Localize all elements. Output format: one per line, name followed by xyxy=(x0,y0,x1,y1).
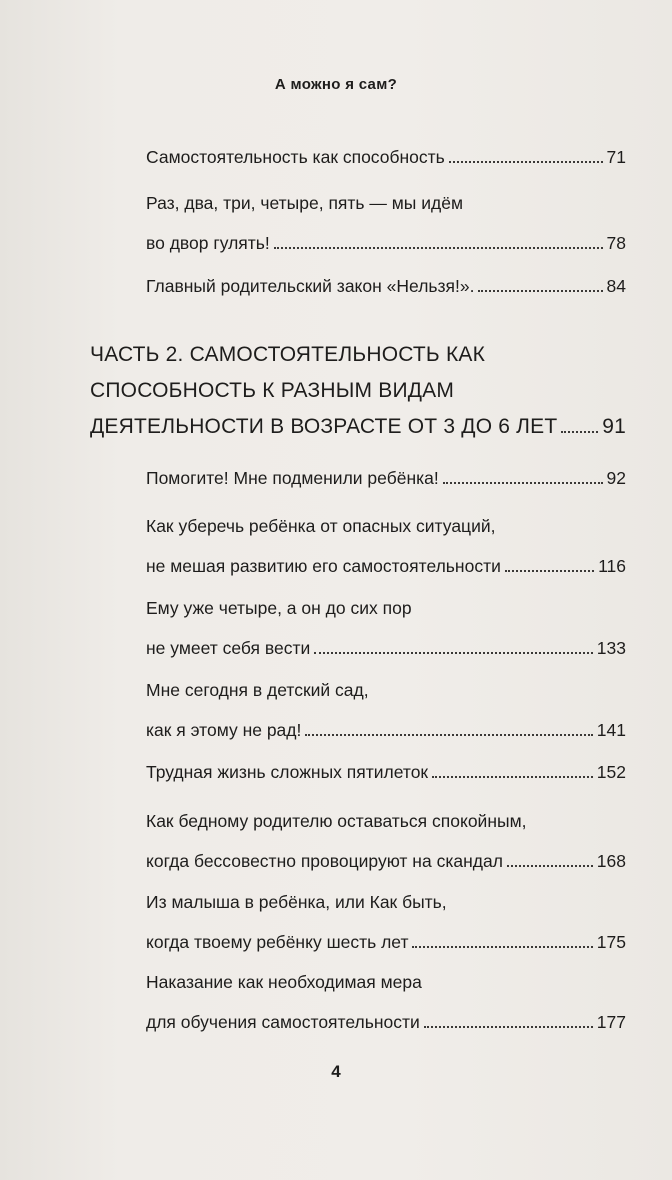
toc-entry xyxy=(146,801,626,881)
running-head: А можно я сам? xyxy=(274,76,398,93)
leader-dots xyxy=(274,247,603,249)
toc-entry-title-cont: когда твоему ребёнку шесть лет xyxy=(146,932,409,952)
toc-entry-title-cont: для обучения самостоятельности xyxy=(146,1012,420,1032)
toc-entry xyxy=(146,137,626,177)
part-heading xyxy=(90,337,626,445)
toc-entry-title-cont: как я этому не рад! xyxy=(146,720,302,740)
leader-dots xyxy=(424,1026,593,1028)
leader-dots xyxy=(432,776,593,778)
toc-entry-title: Наказание как необходимая мера xyxy=(146,972,422,992)
toc-entry-page: 116 xyxy=(598,556,626,576)
part-heading-page: 91 xyxy=(602,415,626,438)
toc-entry xyxy=(146,266,626,306)
toc-entry-title: Самостоятельность как способность xyxy=(146,147,445,167)
toc-entry xyxy=(146,752,626,792)
toc-entry-title: Ему уже четыре, а он до сих пор xyxy=(146,598,412,618)
toc-entry-title-cont: когда бессовестно провоцируют на скандал xyxy=(146,851,503,871)
toc-entry-page: 177 xyxy=(596,1012,626,1032)
leader-dots xyxy=(412,946,592,948)
toc-entry-page: 168 xyxy=(596,851,626,871)
leader-dots xyxy=(505,570,594,572)
toc-entry-title: Помогите! Мне подменили ребёнка! xyxy=(146,468,439,488)
toc-entry-page: 141 xyxy=(596,720,626,740)
part-heading-line: ЧАСТЬ 2. САМОСТОЯТЕЛЬНОСТЬ КАК xyxy=(90,343,486,366)
toc-entry-title: Раз, два, три, четыре, пять — мы идём xyxy=(146,193,463,213)
toc-entry-title: Трудная жизнь сложных пятилеток xyxy=(146,762,429,782)
page-number: 4 xyxy=(331,1062,341,1081)
toc-entry-page: 71 xyxy=(606,147,626,167)
part-heading-line: ДЕЯТЕЛЬНОСТИ В ВОЗРАСТЕ ОТ 3 ДО 6 ЛЕТ xyxy=(90,415,558,438)
toc-entry-title: Как уберечь ребёнка от опасных ситуаций, xyxy=(146,516,496,536)
leader-dots xyxy=(449,161,603,163)
toc-entry xyxy=(146,882,626,962)
toc-entry-title: Мне сегодня в детский сад, xyxy=(146,680,369,700)
toc-entry-title-cont: во двор гулять! xyxy=(146,233,270,253)
toc-entry-title: Как бедному родителю оставаться спокойным, xyxy=(146,811,527,831)
toc-entry-page: 92 xyxy=(606,468,626,488)
toc-entry-title-cont: не умеет себя вести xyxy=(146,638,311,658)
toc-entry-title: Из малыша в ребёнка, или Как быть, xyxy=(146,892,447,912)
leader-dots xyxy=(305,734,592,736)
toc-entry xyxy=(146,670,626,750)
toc-entry-title-cont: не мешая развитию его самостоятельности xyxy=(146,556,501,576)
toc-entry-title: Главный родительский закон «Нельзя!». xyxy=(146,276,475,296)
leader-dots xyxy=(507,865,593,867)
leader-dots xyxy=(478,290,602,292)
toc-entry xyxy=(146,506,626,586)
part-heading-line: СПОСОБНОСТЬ К РАЗНЫМ ВИДАМ xyxy=(90,379,455,402)
leader-dots xyxy=(561,431,598,433)
toc-entry xyxy=(146,458,626,498)
toc-entry xyxy=(146,183,626,263)
toc-entry xyxy=(146,962,626,1042)
toc-entry-page: 78 xyxy=(606,233,626,253)
toc-entry xyxy=(146,588,626,668)
toc-entry-page: 133 xyxy=(596,638,626,658)
leader-dots xyxy=(314,652,593,654)
toc-entry-page: 84 xyxy=(606,276,626,296)
leader-dots xyxy=(443,482,603,484)
toc-entry-page: 175 xyxy=(596,932,626,952)
toc-entry-page: 152 xyxy=(596,762,626,782)
